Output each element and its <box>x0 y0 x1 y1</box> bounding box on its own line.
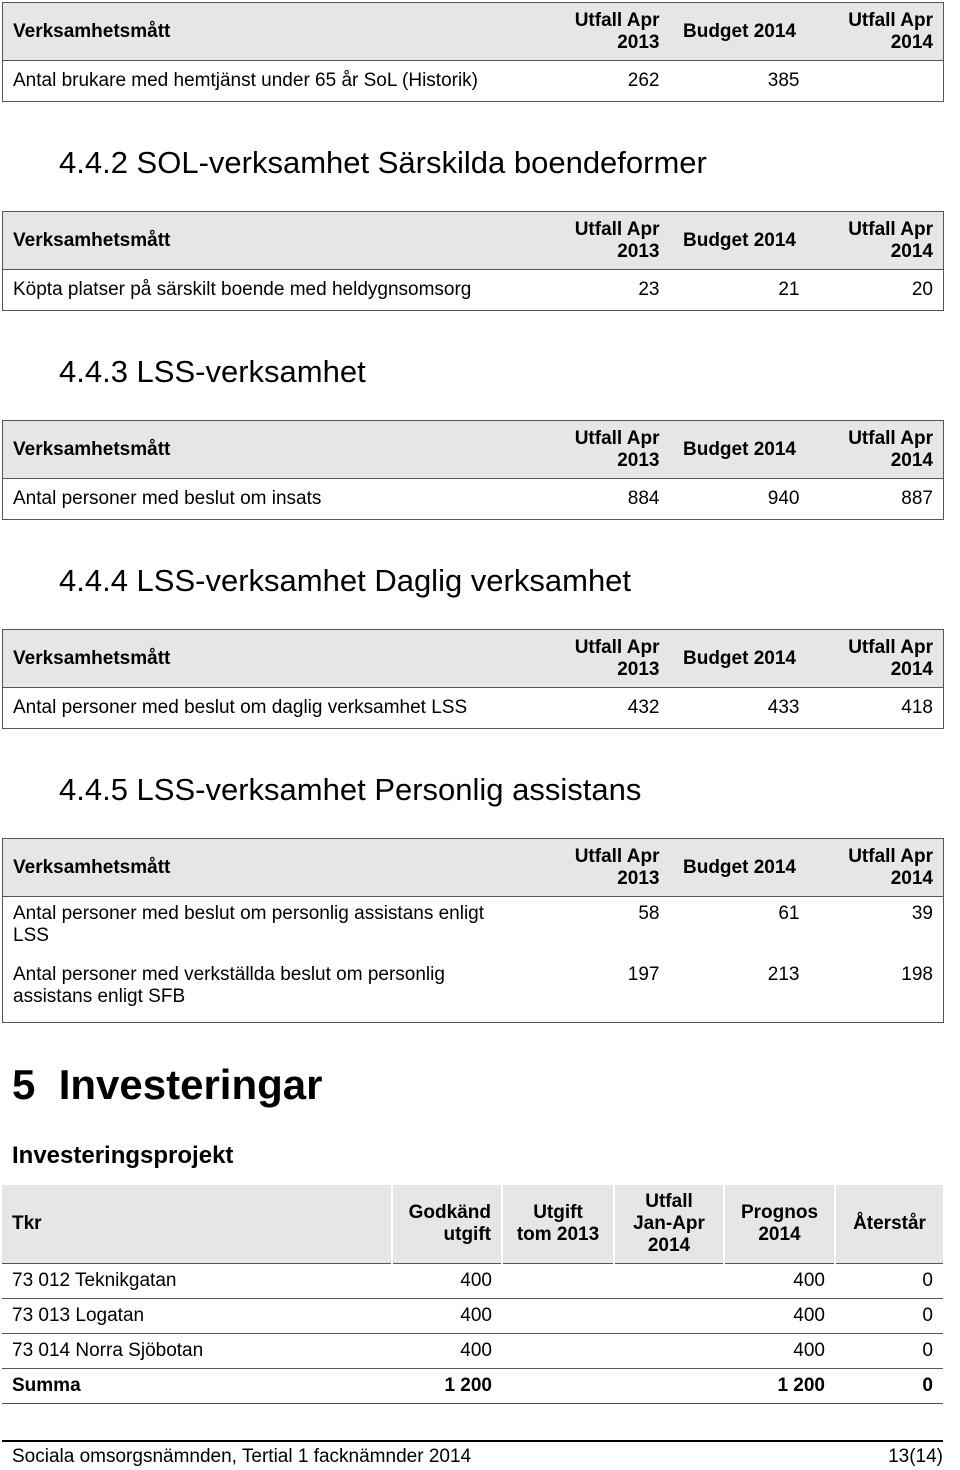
value-2014 <box>810 61 944 102</box>
header-utfall-2013: Utfall Apr 2013 <box>515 3 670 61</box>
measure-table-443 <box>2 420 944 520</box>
header-measure: Verksamhetsmått <box>3 421 515 479</box>
header-measure: Verksamhetsmått <box>3 630 515 688</box>
value-utgift <box>502 1299 614 1334</box>
value-utgift <box>502 1264 614 1299</box>
sum-utgift <box>502 1369 614 1404</box>
header-utfall-2014: Utfall Apr 2014 <box>810 839 944 897</box>
value-utgift <box>502 1334 614 1369</box>
sum-godkand: 1 200 <box>392 1369 502 1404</box>
header-utfall-2014: Utfall Apr 2014 <box>810 421 944 479</box>
project-name: 73 013 Logatan <box>2 1299 392 1334</box>
value-prognos: 400 <box>724 1299 835 1334</box>
footer-divider <box>2 1440 943 1442</box>
section-title-443: 4.4.3 LSS-verksamhet <box>59 354 366 389</box>
value-budget: 385 <box>767 70 800 91</box>
value-2014: 418 <box>901 697 933 718</box>
header-utfall-2013: Utfall Apr 2013 <box>515 212 670 270</box>
value-2014: 198 <box>901 964 933 985</box>
subheading: Investeringsprojekt <box>12 1142 234 1169</box>
value-godkand: 400 <box>392 1334 502 1369</box>
value-godkand: 400 <box>392 1299 502 1334</box>
row-label: Antal personer med beslut om insats <box>13 488 322 509</box>
table-header-row <box>3 421 944 479</box>
value-budget: 213 <box>767 964 800 985</box>
sum-prognos: 1 200 <box>724 1369 835 1404</box>
header-utgift: Utgift tom 2013 <box>502 1185 614 1264</box>
header-utfall-2013: Utfall Apr 2013 <box>515 421 670 479</box>
value-2013: 262 <box>627 70 660 91</box>
row-label: Antal personer med beslut om daglig verksamhet LSS <box>13 697 468 718</box>
measure-table-historik <box>2 2 944 102</box>
header-utfall-2013: Utfall Apr 2013 <box>515 630 670 688</box>
sum-aterstar: 0 <box>835 1369 943 1404</box>
header-tkr: Tkr <box>2 1185 392 1264</box>
value-budget: 433 <box>767 697 800 718</box>
header-aterstar: Återstår <box>835 1185 943 1264</box>
value-prognos: 400 <box>724 1264 835 1299</box>
value-2013: 197 <box>627 964 660 985</box>
value-2014: 39 <box>911 903 933 924</box>
table-header-row <box>3 630 944 688</box>
table-row <box>3 897 944 961</box>
header-utfall-2014: Utfall Apr 2014 <box>810 212 944 270</box>
header-godkand: Godkänd utgift <box>392 1185 502 1264</box>
project-name: 73 014 Norra Sjöbotan <box>2 1334 392 1369</box>
value-budget: 61 <box>778 903 800 924</box>
table-header-row <box>2 1185 943 1264</box>
measure-table-442 <box>2 211 944 311</box>
header-measure: Verksamhetsmått <box>3 3 515 61</box>
section-title-445: 4.4.5 LSS-verksamhet Personlig assistans <box>59 772 642 807</box>
header-budget: Budget 2014 <box>670 3 810 61</box>
table-row <box>2 1299 943 1334</box>
header-budget: Budget 2014 <box>670 630 810 688</box>
section-title-442: 4.4.2 SOL-verksamhet Särskilda boendeformer <box>59 145 707 180</box>
value-utfall <box>614 1334 724 1369</box>
sum-row <box>2 1369 943 1404</box>
header-utfall-2014: Utfall Apr 2014 <box>810 3 944 61</box>
header-budget: Budget 2014 <box>670 839 810 897</box>
table-header-row <box>3 3 944 61</box>
header-utfall: Utfall Jan-Apr 2014 <box>614 1185 724 1264</box>
value-2013: 58 <box>638 903 660 924</box>
sum-label: Summa <box>2 1369 392 1404</box>
table-row <box>2 1334 943 1369</box>
section-title-444: 4.4.4 LSS-verksamhet Daglig verksamhet <box>59 563 632 598</box>
value-2013: 432 <box>627 697 660 718</box>
value-budget: 21 <box>778 279 800 300</box>
header-utfall-2013: Utfall Apr 2013 <box>515 839 670 897</box>
page-number: 13(14) <box>888 1446 943 1467</box>
row-label: Antal personer med verkställda beslut om personlig assistans enligt SFB <box>13 964 445 1007</box>
value-2013: 23 <box>638 279 660 300</box>
header-measure: Verksamhetsmått <box>3 839 515 897</box>
value-2013: 884 <box>627 488 660 509</box>
footer-text: Sociala omsorgsnämnden, Tertial 1 facknämnder 2014 <box>12 1446 472 1467</box>
value-aterstar: 0 <box>835 1299 943 1334</box>
value-budget: 940 <box>767 488 800 509</box>
row-label: Antal brukare med hemtjänst under 65 år SoL (Historik) <box>13 70 479 91</box>
table-row <box>3 61 944 102</box>
chapter-heading: 5 Investeringar <box>12 1061 323 1108</box>
table-row <box>3 960 944 1023</box>
project-name: 73 012 Teknikgatan <box>2 1264 392 1299</box>
value-aterstar: 0 <box>835 1264 943 1299</box>
header-prognos: Prognos 2014 <box>724 1185 835 1264</box>
table-row <box>3 688 944 729</box>
measure-table-444 <box>2 629 944 729</box>
investment-table <box>2 1185 943 1404</box>
table-row <box>2 1264 943 1299</box>
table-header-row <box>3 212 944 270</box>
sum-utfall <box>614 1369 724 1404</box>
header-utfall-2014: Utfall Apr 2014 <box>810 630 944 688</box>
table-row <box>3 479 944 520</box>
value-2014: 20 <box>911 279 933 300</box>
row-label: Antal personer med beslut om personlig assistans enligt LSS <box>13 903 485 946</box>
header-budget: Budget 2014 <box>670 212 810 270</box>
header-budget: Budget 2014 <box>670 421 810 479</box>
value-utfall <box>614 1299 724 1334</box>
value-prognos: 400 <box>724 1334 835 1369</box>
value-aterstar: 0 <box>835 1334 943 1369</box>
table-header-row <box>3 839 944 897</box>
value-2014: 887 <box>901 488 933 509</box>
value-utfall <box>614 1264 724 1299</box>
table-row <box>3 270 944 311</box>
header-measure: Verksamhetsmått <box>3 212 515 270</box>
measure-table-445 <box>2 838 944 1023</box>
value-godkand: 400 <box>392 1264 502 1299</box>
row-label: Köpta platser på särskilt boende med heldygnsomsorg <box>13 279 472 300</box>
